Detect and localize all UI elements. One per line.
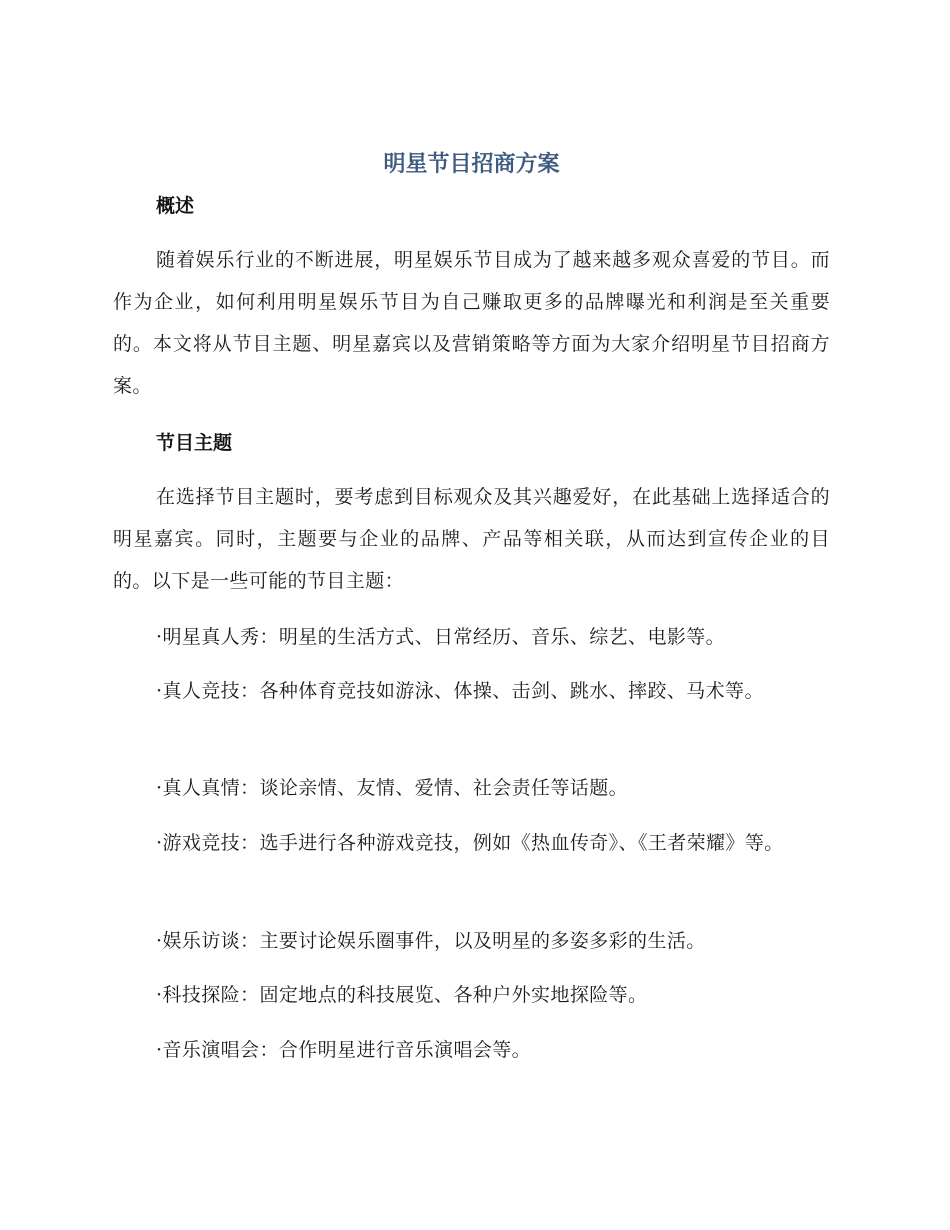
- list-item-text: 音乐演唱会：合作明星进行音乐演唱会等。: [162, 1039, 532, 1061]
- list-item-text: 娱乐访谈：主要讨论娱乐圈事件，以及明星的多姿多彩的生活。: [162, 930, 706, 952]
- program-theme-paragraph: 在选择节目主题时，要考虑到目标观众及其兴趣爱好，在此基础上选择适合的明星嘉宾。同时，主题要与企业的品牌、产品等相关联，从而达到宣传企业的目的。以下是一些可能的节目主题：: [113, 486, 830, 592]
- bullet-marker: ·: [156, 930, 163, 952]
- list-item-text: 真人竞技：各种体育竞技如游泳、体操、击剑、跳水、摔跤、马术等。: [162, 680, 764, 702]
- list-item-text: 真人真情：谈论亲情、友情、爱情、社会责任等话题。: [162, 777, 629, 799]
- list-item-text: 游戏竞技：选手进行各种游戏竞技，例如《热血传奇》、《王者荣耀》等。: [162, 832, 784, 854]
- list-item-text: 科技探险：固定地点的科技展览、各种户外实地探险等。: [162, 984, 648, 1006]
- list-item: [113, 920, 803, 962]
- bullet-marker: ·: [156, 777, 163, 799]
- list-item-text: 明星真人秀：明星的生活方式、日常经历、音乐、综艺、电影等。: [162, 626, 726, 648]
- bullet-marker: ·: [156, 984, 163, 1006]
- bullet-marker: ·: [156, 832, 163, 854]
- list-item: [113, 822, 803, 864]
- list-item: [113, 1029, 803, 1071]
- list-item: [113, 670, 803, 712]
- bullet-marker: ·: [156, 626, 163, 648]
- overview-paragraph: 随着娱乐行业的不断进展，明星娱乐节目成为了越来越多观众喜爱的节目。而作为企业，如何利用明星娱乐节目为自己赚取更多的品牌曝光和利润是至关重要的。本文将从节目主题、明星嘉宾以及营销策略等方面为大家介绍明星节目招商方案。: [113, 249, 830, 397]
- list-item: [113, 767, 803, 809]
- bullet-marker: ·: [156, 1039, 163, 1061]
- section-heading-program-theme: 节目主题: [156, 432, 233, 454]
- list-item: [113, 974, 803, 1016]
- bullet-marker: ·: [156, 680, 163, 702]
- list-item: [113, 616, 803, 658]
- section-heading-overview: 概述: [156, 195, 195, 217]
- document-title: 明星节目招商方案: [383, 152, 560, 177]
